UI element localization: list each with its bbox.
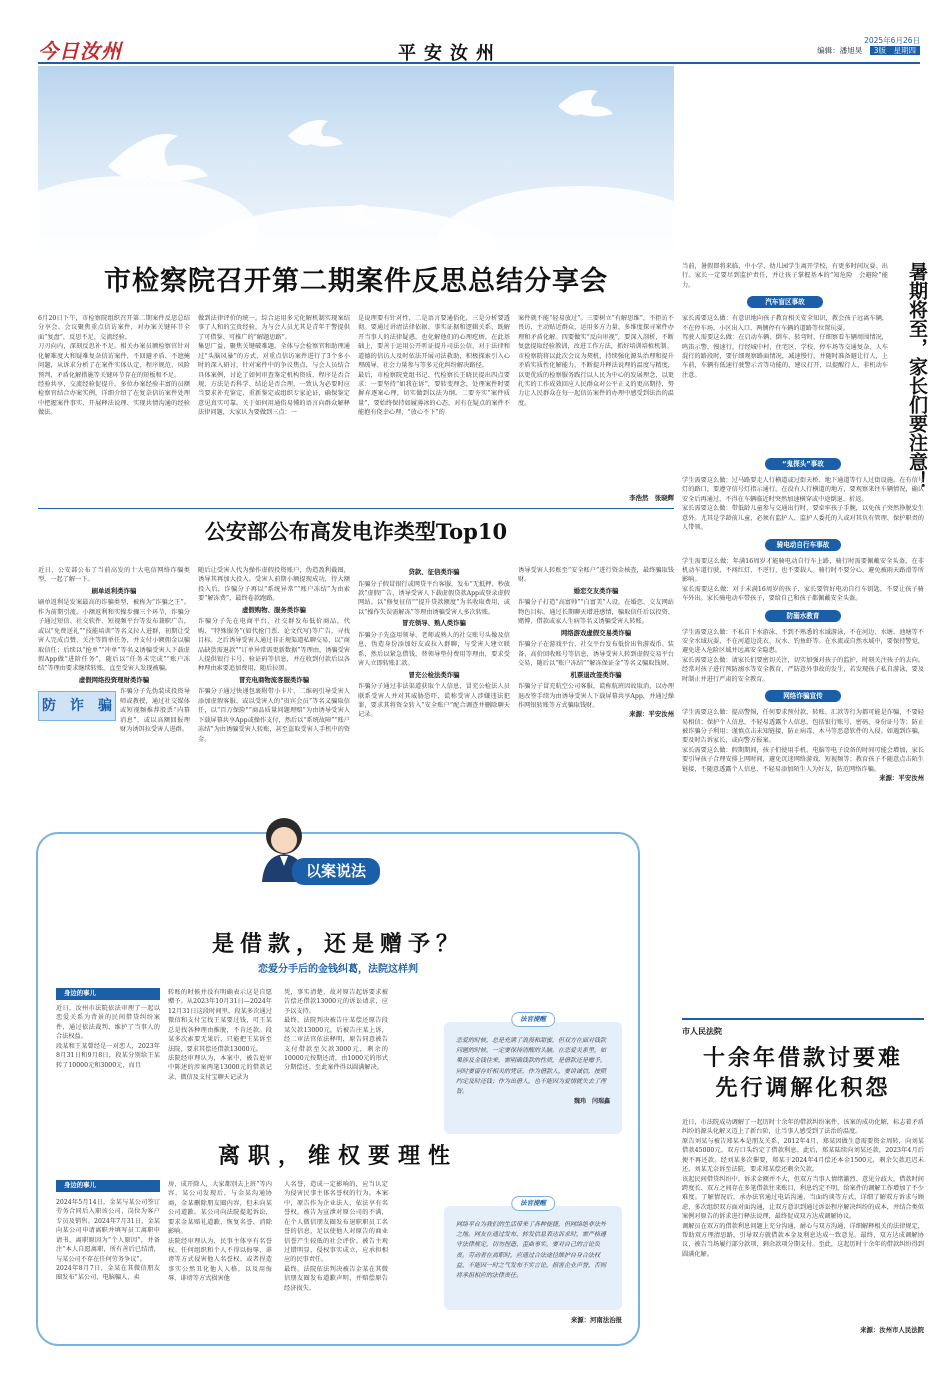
article3-col2: 转账的时候并没有明确表示这是自愿赠予。从2023年10月31日—2024年12月31日这段时间里，段某多次通过微信和支付宝找王某要过钱，可王某总是找各种理由推脱，不肯还款。段某多次索要无果后，只能把王某诉至法院，要求其偿还借款13000元。 法院经审理认为，本案中，被告庭审中陈述的涉案两笔13000元的借款记录、微信及支付宝聊天记录为 bbox=[168, 989, 272, 1081]
issue-date: 2025年6月26日 bbox=[864, 36, 920, 45]
header-sky-image bbox=[38, 66, 674, 252]
article2-headline: 公安部公布高发电诈类型Top10 bbox=[204, 519, 508, 544]
article4-col1: 2024年5月14日，金某与某公司签订劳务合同后入职该公司，岗位为客户专员及销售。2024年7月31日，金某向某公司申请离职并填写员工离职申请书，离职原因为“个人原因”，并备注“本人自愿离职，所有善后已结清，与某公司不存在任何劳务争议”。 2024年8月7日，金某在其微信朋友圈发布“某公司，电脑骗人，卖 bbox=[56, 1199, 160, 1282]
article4-col3: 人名誉，造成一定影响的，应当认定为侵害民事主体名誉权的行为。本案中，原告作为企业法人，依法享有名誉权，被告为宣泄对原公司的不满，在个人微信朋友圈发布退职职员工名誉的信息，足以使他人对原告的商业信誉产生较低的社会评价。被告主观过错明显，侵权事实成立，应承担相应的民事责任。 最终，法院依法判决被告金某在其微信朋友圈发布道歉声明，并赔偿原告经济损失。 bbox=[284, 1181, 388, 1292]
article5-headline: 暑期将至，家长们要注意！ bbox=[906, 262, 928, 490]
editor-credit: 编辑：潘旭昊 bbox=[817, 46, 863, 56]
case-tag: 以案说法 bbox=[292, 858, 380, 885]
article6-headline-1: 十余年借款讨要难 bbox=[702, 1045, 903, 1071]
dove-icon bbox=[38, 66, 674, 252]
article3-subtitle: 恋爱分手后的金钱纠葛，法院这样判 bbox=[258, 964, 418, 975]
article1-headline: 市检察院召开第二期案件反思总结分享会 bbox=[104, 266, 608, 297]
divider bbox=[38, 508, 674, 509]
article3-col1: 近日，汝州市法院依法审理了一起以恋爱关系为背景的民间借贷纠纷案件，通过依法裁判，维护了当事人的合法权益。 段某和王某曾经是一对恋人，2023年8月31日和9月8日，段某分别给王某转了10000元和3000元，而且 bbox=[56, 1005, 160, 1069]
judge-tip-badge: 法官提醒 bbox=[511, 1196, 555, 1211]
section-title: 平安汝州 bbox=[398, 43, 502, 64]
article4-col2: 房，成开除人，大家都别去上班”等内容。某公司发现后，与金某沟通协商，金某删除朋友圈内容，但未向某公司道歉。某公司向法院提起诉讼，要求金某赔礼道歉、恢复名誉、消除影响。 法院经审理认为，民事主体享有名誉权。任何组织和个人不得以侮辱、诽谤等方式侵害他人名誉权。或者捏造事实公然丑化他人人格，以及用侮辱、诽谤等方式损害他 bbox=[168, 1181, 272, 1283]
page-number: 3版 星期四 bbox=[870, 46, 920, 55]
article3-col3: 凭，事实清楚，故对原告起诉要求被告偿还借款13000元的诉讼请求，应予以支持。 最终，法院判决被告庄某偿还原告段某欠款13000元，后被告庄某上诉，经二审法官依法释明，原告同意被告支付借款至欠款3000元，剩余的10000元按期还清，由1000元的形式分期偿还。至此案件得以圆满解决。 bbox=[284, 989, 388, 1072]
article5-body-2: “鬼探头”事故 学生需要这么做：过马路要走人行横道或过街天桥、地下通道等行人过街设施。在有信号灯的路口，要遵守信号灯指示通行。在没有人行横道的地方，要观察来往车辆情况，确认安全后再通过，不得在车辆临近时突然加速横穿或中途倒退、折返。 家长需要这么做：带低龄儿童参与交通出行时，要牵牢孩子手腕，以免孩子突然挣脱发生意外。尤其是学龄前儿童，必须有监护人、监护人委托的人或对其负有管理、保护职责的人带领。 骑电动自行车事故 学生需要这么做：年满16周岁才能骑电动自行车上路，骑行时需要佩戴安全头盔，在非机动车道行驶，不闯红灯、不逆行，也不要载人。骑行时不要分心，避免被雨天路滑等所影响。 家长需要这么做：对于未满16周岁的孩子，家长要管好电动自行车钥匙，不要让孩子骑车外出。家长骑电动车带孩子，要给自己和孩子都佩戴安全头盔。 防溺水教育 学生需要这么做：不私自下水游泳，不到不熟悉的水域游泳，不在河边、水塘、池塘等不安全水域玩耍，不在河道边洗衣、玩水、钓鱼虾等。在水流或自然水域中，要保持警觉，避免进入危险区域并远离安全隐患。 家长需要这么做：请家长们要密切关注，切实加强对孩子的监护，时刻关注孩子的去向。经常对孩子进行预防溺水等安全教育，严防意外事故的发生，若发现孩子私自游泳，要及时制止并进行严肃的安全教育。 网络诈骗宣传 学生需要这么做：提高警惕，任何要求预付款、转账、汇款等行为都可能是诈骗，不要轻易相信；保护个人信息，不轻易透露个人信息，包括银行账号、密码、身份证号等；防止被诈骗分子利用；谨慎点击未知链接，防止病毒、木马等恶意软件的入侵。如遇到诈骗，要及时告诉家长，或向警方报案。 家长需要这么做：假期期间，孩子们使用手机、电脑等电子设备的时间可能会增加，家长要引导孩子合理安排上网时间，避免沉迷网络游戏、短视频等；教育孩子不随意点击陌生链接，不随意透露个人信息，不轻易添加陌生人为好友，防范网络诈骗。 来源：平安汝州 bbox=[682, 460, 924, 783]
judge-tip-badge: 法官提醒 bbox=[511, 1012, 555, 1027]
article6-headline-2: 先行调解化积怨 bbox=[715, 1075, 891, 1101]
judge-tip-box: 法官提醒 恋爱的时候，总是充满了浪漫和甜蜜，但双方在面对钱款问题的时候，一定要保持清醒的头脑。在恋爱关系里，如果涉及金钱往来，需明确钱款的性质，是借款还是赠予，同时要留存好相关的凭证，作为借款人，要讲诚信，按照约定及时还钱；作为出借人，也不能因为爱情就失去了理智。 魏玮 闫瑞鑫 bbox=[444, 1022, 622, 1134]
article6-kicker: 市人民法院 bbox=[682, 1027, 722, 1036]
article3-headline: 是借款，还是赠予？ bbox=[211, 931, 464, 957]
article2-col1: 近日，公安部公布了当前高发的十大电信网络诈骗类型，一起了解一下。 刷单返利类诈骗 刷单返利是发案最高的诈骗类型，被称为“诈骗之王”。作为前期引流，小额返利和实操步骤三个环节，诈骗分子通过短信、社交软件、短视频平台等发布兼职广告，或以“免费送礼”“技能培训”等名义拉人进群，初期让受害人完成点赞、关注等简单任务，并支付小额佣金以骗取信任；后续以“抢单”“冲单”等名义诱骗受害人下载虚假App做“进阶任务”，随后以“任务未完成”“账户冻结”等理由要求继续转账，直至受害人发现被骗。 虚假网络投资理财类诈骗 防 诈 骗 诈骗分子先伪装成投资导师或教授，通过社交媒体或短视频推荐股票“内幕消息”，或以高额回报理财为诱饵拉受害人进群。 bbox=[38, 567, 190, 734]
article3-tag: 身边的事儿 bbox=[56, 988, 160, 1000]
divider bbox=[682, 1018, 924, 1020]
article1-col2: 做到法律评价的统一。综合运用多元化解机制实现案结事了人和的宝贵经验，为与会人员尤其是青年干警提供了可借鉴、可推广的“解题思路”。 集思广益，聚焦关键破难题。全体与会检察官和助理通过“头脑风暴”的方式，对重点信访案件进行了3个多小时的深入研讨，针对案件中的争议焦点，与会人员结合具体案例，讨论了如何审查鉴定机构资质、程序是否合规、方法是否科学、结论是否合理，一致认为必要时应当要求补充鉴定、重新鉴定或组织专家论证，确保鉴定意见真实可靠。关于如何用通俗易懂的语言向群众解释法律问题，大家认为要做到三点：一 bbox=[198, 315, 350, 417]
article6-byline: 来源：汝州市人民法院 bbox=[860, 1326, 924, 1334]
article2-col3: 贷款、征信类诈骗 诈骗分子假冒银行或网贷平台客服，发布“无抵押、秒放款”虚假广告，诱导受害人下载虚假贷款App或登录虚假网站。以“修复征信”“提升贷款额度”为名收取费用，或以“操作失误需解冻”等理由诱骗受害人多次转账。 冒充领导、熟人类诈骗 诈骗分子先盗用领导、老师或熟人的社交账号头像及信息，伪造身份添加好友或拉入群聊，与受害人建立联系，然后以紧急借钱、替领导垫付费用等理由，要求受害人立即转账汇款。 冒充公检法类诈骗 诈骗分子通过非法渠道获取个人信息，冒充公检法人员联系受害人并对其威胁恐吓，谎称受害人涉嫌违法犯罪，要求其将资金转入“安全账户”配合调查并删除聊天记录。 bbox=[358, 568, 510, 719]
anti-fraud-label: 防 诈 骗 bbox=[38, 691, 116, 721]
article5-body: 当前，暑假即将来临，中小学、幼儿园学生离开学校，有更多时间玩耍、出行。家长一定要尽到监护责任，并让孩子掌握基本的“知危险 会避险”能力。 汽车盲区事故 家长需要这么做：有意识地向孩子教育相关安全知识，教会孩子远离车辆，不在停车场、小区出入口、两侧停有车辆的道路等位置玩耍。 驾驶人需要这么做：在启动车辆、倒车、转弯时，仔细察看车辆周围情况，鸣笛示警，慢速行，行经城中村、住宅区、学校、停车场等交通复杂、人车混行的路段时，要仔细观察路面情况，减速慢行，并随时准备避让行人，上车前，车辆有低速行驶警示音等功能的，建议打开，以提醒行人、非机动车注意。 bbox=[682, 263, 888, 379]
article2-col2: 随后让受害人代为操作虚假投资账户，伪造盈利截图，诱导其再加大投入。受害人前期小额提现成功，待大额投入后，诈骗分子再以“系统异常”“账户冻结”为由索要“解冻费”，最终卷款跑路。 虚假购物、服务类诈骗 诈骗分子先在电商平台、社交群发布低价商品，代购、“特殊服务”(如代抢门票、论文代写)等广告，寻找目标。之后诱导受害人通过非正规渠道私聊交易，以“商品缺货需退款”“订单异常需更新数据”等理由，诱骗受害人提供银行卡号、验证码等信息，并在收到付款后以各种理由索要追加费用，随后拉黑。 冒充电商物流客服类诈骗 诈骗分子通过快递包裹附带小卡片、二维码引导受害人添加虚假客服，或以受害人的“贵宾会员”等名义骗取信任，以“百万保险”“商品质量问题理赔”为由诱导受害人下载屏幕共享App或操作支付，然后以“系统故障”“账户冻结”为由诱骗受害人转账，甚至盗取受害人手机中的资金。 bbox=[198, 567, 350, 743]
article4-headline: 离职，维权要理性 bbox=[217, 1143, 458, 1169]
article1-col1: 6月20日下午，市检察院组织召开第二期案件反思总结分享会。会议聚焦重点信访案件，对办案关键环节全面“复盘”，反思不足，交流经验。 刀刃向内，深刻反思补不足。相关办案员额检察官针对化解难度大和疑难复杂信访案件，不回避矛盾、不遮掩问题，从诉求分析了在案件实体认定、程序规范、风险预判、矛盾化解措施等关键环节存在的短板和不足。 经验共享，交流经验促提升。多位办案经验丰富的员额检察官结合办案实例，详细介绍了在复杂信访案件处理中把握案件事实、开展释法说理、实现共情沟通的经验做法。 bbox=[38, 315, 190, 417]
article6-body: 近日，市法院成功调解了一起历时十余年的借款纠纷案件，该案的成功化解，标志着矛盾纠纷的源头化解又迈上了新台阶，让当事人感受到了法治的温度。 原告刘某与被告郑某本是朋友关系，2012年4月，郑某因做生意需要资金周转，向刘某借款45000元。双方口头约定了借款利息。此后，郑某陆续向刘某还款，2023年4月后便不再还款。经刘某多次催要，郑某于2024年4月偿还本金1500元，剩余欠款迟迟未还，刘某无奈诉至法院，要求郑某偿还剩余欠款。 该起民间借贷纠纷中，诉求金额并不大，但双方当事人情绪激烈、意见分歧大，借款时间跨度长、双方之间存在多笔借款往来账目，利息约定不明，给案件的调解工作增加了不少难度。了解情况后，承办法官通过电话沟通、当面约谈等方式，详细了解双方诉求与顾虑，多次组织双方面对面沟通，让双方意识到通过诉讼程序解决纠纷的成本，并结合类似案例对原告的诉求进行释法说理，最终促成双方达成调解协议。 调解员在双方的借款利息问题上充分沟通，耐心与双方沟通，详细解释相关的法律规定，帮助双方理清思路，引导双方就借款本金及利息达成一致意见。最终，双方达成调解协议，被告当场履行部分款项，剩余款项分期支付。至此，这起历时十余年的借款纠纷得到圆满化解。 bbox=[682, 1119, 924, 1258]
judge-tip-box-2: 法官提醒 网络平台为我们的生活带来了各种便捷，但网络绝非法外之地。网友在通过发布、转发信息表达诉求时，需严格遵守法律规定，切勿捏造、歪曲事实，要对自己的言论负责。劳动者在离职时，应通过合法途径维护自身合法权益，不能因一时之气发布不实言论，损害企业声誉，否则将承担相应的法律责任。 bbox=[444, 1206, 622, 1310]
newspaper-logo: 今日汝州 bbox=[38, 39, 122, 63]
article1-byline: 李浩然 张晓辉 bbox=[629, 494, 674, 502]
article4-byline: 来源：河南法治报 bbox=[570, 1316, 622, 1324]
issue-meta bbox=[817, 36, 920, 56]
article1-col4: 案件就不能“轻易放过”。三要树立“有解思维”，不拒访不畏访，主动贴近群众，运用多方力量、多维度探寻案件办理和矛盾化解。四要做实“反向审视”，要深入剖析，不断复盘提取经验教训，改进工作方法，抓好培训培植机制。 市检察院将以此次会议为契机，持续强化源头治理和提升矛盾实质性化解能力，不断提升释法说理的温度与精度，以更优质的检察服务践行以人民为中心的发展理念，以更扎实的工作成效回应人民群众对公平正义的更高期待，努力让人民群众在每一起信访案件的办理中感受到法治的温度。 bbox=[518, 315, 674, 407]
article1-col3: 是说理要有针对性，二是语言要通俗化，三是分析要透彻。要通过讲清法律依据、事实证据和逻辑关系，既解开当事人的法律疑惑，也化解他们的心理疙瘩。在此基础上，要善于运用公开听证提升司法公信，对于法律和道德的信访人及时依法开展司法救助，积极探索引入心理疏导、社会力量参与等多元化纠纷解决路径。 最后，市检察院党组书记、代检察长王晓民提出四点要求：一要坚持“如我在诉”，要转变理念，处理案件时要摒弃逐案心理，切实做到以法为纲。二要夯实“案件质量”，要始终保持如履薄冰的心态，对有在疑点的案件不能抱有侥幸心理，“放心不下”的 bbox=[358, 315, 510, 417]
masthead bbox=[38, 36, 920, 64]
article4-tag: 身边的事儿 bbox=[56, 1180, 160, 1192]
article2-col4: 诱导受害人转账至“安全账户”进行资金核查，最终骗取钱财。 婚恋交友类诈骗 诈骗分子打造“高富帅”“白富美”人设，在婚恋、交友网站物色目标，通过长期聊天增进感情，骗取信任后以投资、赌博、借款或家人生病等名义诱骗受害人转账。 网络游戏虚假交易类诈骗 诈骗分子在游戏平台、社交平台发布低价出售游戏币、装备，高价回收账号等信息，诱导受害人转到虚假交易平台交易，随后以“账户冻结”“解冻保证金”等名义骗取钱财。 机票退改签类诈骗 诈骗分子冒充航空公司客服，谎称航班因故取消，以办理退改签手续为由诱导受害人下载屏幕共享App，并通过操作网银转账等方式骗取钱财。 来源：平安汝州 bbox=[518, 567, 674, 719]
